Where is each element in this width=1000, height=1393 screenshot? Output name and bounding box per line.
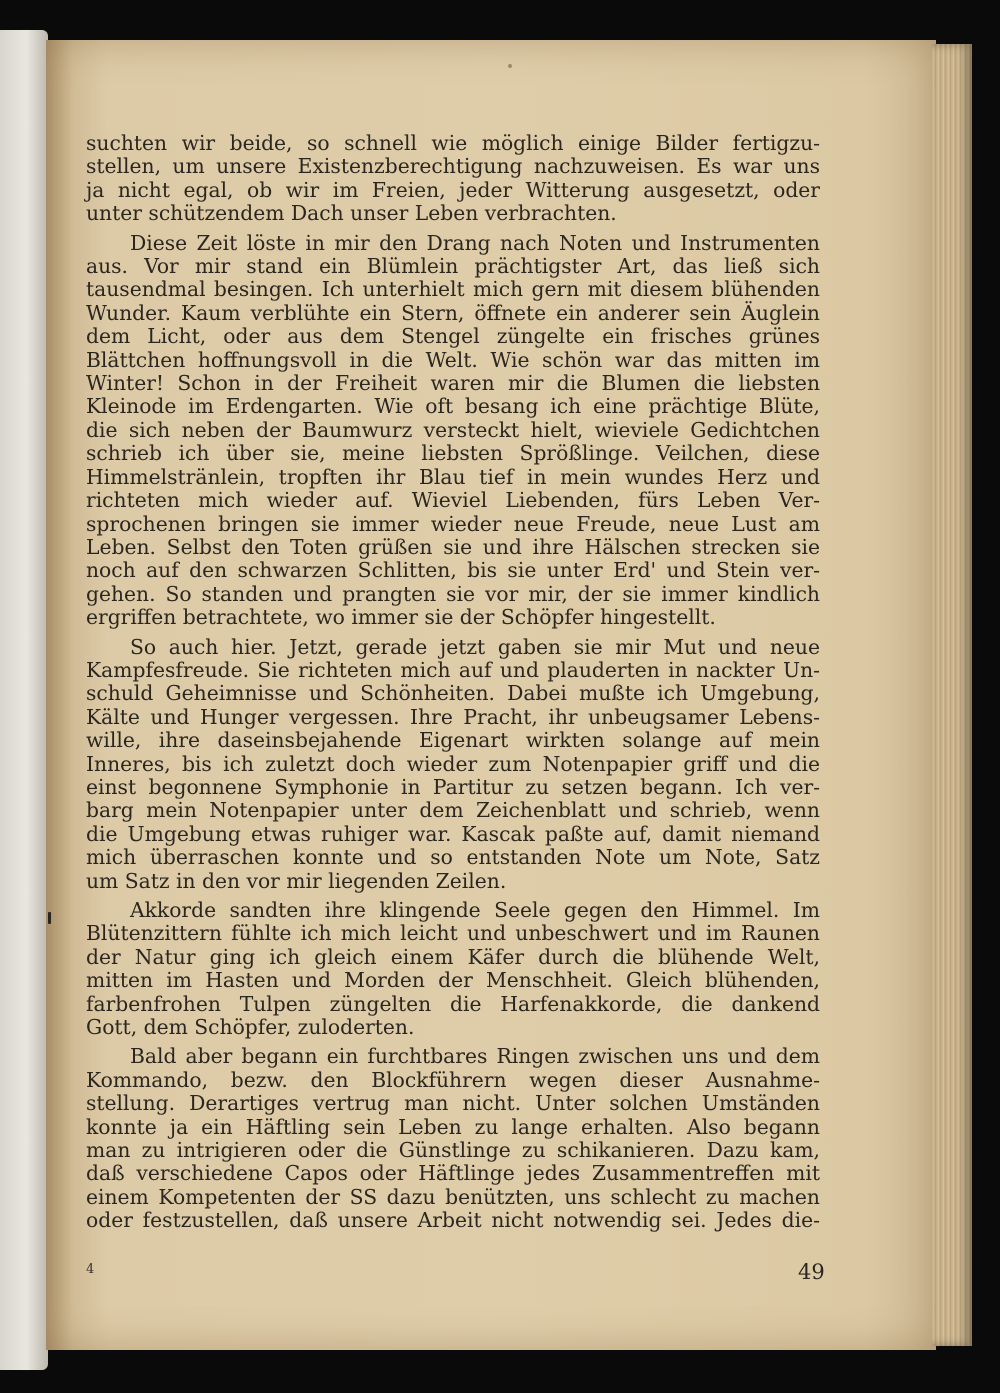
text-line: die Umgebung etwas ruhiger war. Kascak paßte auf, damit niemand — [86, 821, 820, 846]
paper-speck — [48, 912, 51, 924]
text-line: gehen. So standen und prangten sie vor mir, der sie immer kindlich — [86, 581, 820, 606]
text-line: schuld Geheimnisse und Schönheiten. Dabei mußte ich Umgebung, — [86, 681, 820, 706]
paragraph — [86, 232, 820, 630]
text-line: noch auf den schwarzen Schlitten, bis sie unter Erd' und Stein ver- — [86, 558, 820, 583]
paragraph — [86, 1045, 820, 1232]
text-line: Leben. Selbst den Toten grüßen sie und ihre Hälschen strecken sie — [86, 534, 820, 559]
facing-page-edge — [0, 30, 48, 1370]
text-line: um Satz in den vor mir liegenden Zeilen. — [86, 868, 507, 893]
page-block-edges — [932, 44, 972, 1346]
text-line: Kleinode im Erdengarten. Wie oft besang ich eine prächtige Blüte, — [86, 394, 820, 419]
text-line: Kälte und Hunger vergessen. Ihre Pracht, ihr unbeugsamer Lebens- — [86, 704, 820, 729]
text-line: der Natur ging ich gleich einem Käfer durch die blühende Welt, — [86, 944, 820, 969]
page-number: 49 — [798, 1260, 825, 1284]
text-line: die sich neben der Baumwurz versteckt hielt, wieviele Gedichtchen — [86, 417, 820, 442]
text-line: Diese Zeit löste in mir den Drang nach Noten und Instrumenten — [130, 230, 820, 255]
text-line: unter schützendem Dach unser Leben verbrachten. — [86, 201, 617, 226]
text-line: Inneres, bis ich zuletzt doch wieder zum Notenpapier griff und die — [86, 751, 820, 776]
text-line: oder festzustellen, daß unsere Arbeit nicht notwendig sei. Jedes die- — [86, 1208, 820, 1233]
text-line: Wunder. Kaum verblühte ein Stern, öffnete ein anderer sein Äuglein — [86, 300, 820, 325]
paragraph — [86, 636, 820, 893]
text-line: dem Licht, oder aus dem Stengel züngelte ein frisches grünes — [86, 324, 820, 349]
text-line: wille, ihre daseinsbejahende Eigenart wirkten solange auf mein — [86, 728, 820, 753]
paper-speck — [508, 64, 512, 68]
text-line: stellung. Derartiges vertrug man nicht. Unter solchen Umständen — [86, 1091, 820, 1116]
text-line: Kommando, bezw. den Blockführern wegen dieser Ausnahme- — [86, 1067, 820, 1092]
text-line: mitten im Hasten und Morden der Menschheit. Gleich blühenden, — [86, 968, 820, 993]
text-line: Blättchen hoffnungsvoll in die Welt. Wie schön war das mitten im — [86, 347, 820, 372]
signature-mark: 4 — [86, 1262, 95, 1277]
text-line: schrieb ich über sie, meine liebsten Sprößlinge. Veilchen, diese — [86, 441, 820, 466]
text-line: suchten wir beide, so schnell wie möglich einige Bilder fertigzu- — [86, 131, 820, 155]
text-line: konnte ja ein Häftling sein Leben zu lange erhalten. Also begann — [86, 1114, 820, 1139]
text-line: einem Kompetenten der SS dazu benützten, uns schlecht zu machen — [86, 1184, 820, 1209]
text-line: sprochenen bringen sie immer wieder neue Freude, neue Lust am — [86, 511, 820, 536]
text-line: Himmelstränlein, tropften ihr Blau tief in mein wundes Herz und — [86, 464, 820, 489]
text-line: Kampfesfreude. Sie richteten mich auf und plauderten in nackter Un- — [86, 657, 820, 682]
body-text — [86, 132, 820, 1239]
text-line: ergriffen betrachtete, wo immer sie der Schöpfer hingestellt. — [86, 605, 716, 630]
text-line: man zu intrigieren oder die Günstlinge zu schikanieren. Dazu kam, — [86, 1138, 820, 1163]
text-line: daß verschiedene Capos oder Häftlinge jedes Zusammentreffen mit — [86, 1161, 820, 1186]
text-line: Bald aber begann ein furchtbares Ringen zwischen uns und dem — [130, 1044, 820, 1069]
text-line: einst begonnene Symphonie in Partitur zu setzen begann. Ich ver- — [86, 774, 820, 799]
text-line: mich überraschen konnte und so entstanden Note um Note, Satz — [86, 845, 820, 870]
text-line: Akkorde sandten ihre klingende Seele gegen den Himmel. Im — [130, 898, 820, 922]
text-line: farbenfrohen Tulpen züngelten die Harfenakkorde, die dankend — [86, 991, 820, 1016]
text-line: Blütenzittern fühlte ich mich leicht und unbeschwert und im Raunen — [86, 921, 820, 946]
text-line: tausendmal besingen. Ich unterhielt mich gern mit diesem blühenden — [86, 277, 820, 302]
paragraph — [86, 132, 820, 226]
paragraph — [86, 899, 820, 1039]
text-line: So auch hier. Jetzt, gerade jetzt gaben sie mir Mut und neue — [130, 634, 820, 659]
text-line: Winter! Schon in der Freiheit waren mir die Blumen die liebsten — [86, 371, 820, 396]
text-line: Gott, dem Schöpfer, zuloderten. — [86, 1015, 415, 1040]
text-line: richteten mich wieder auf. Wieviel Liebenden, fürs Leben Ver- — [86, 488, 820, 513]
text-line: stellen, um unsere Existenzberechtigung nachzuweisen. Es war uns — [86, 154, 820, 179]
text-line: aus. Vor mir stand ein Blümlein prächtigster Art, das ließ sich — [86, 254, 820, 279]
text-line: ja nicht egal, ob wir im Freien, jeder Witterung ausgesetzt, oder — [86, 177, 820, 202]
text-line: barg mein Notenpapier unter dem Zeichenblatt und schrieb, wenn — [86, 798, 820, 823]
